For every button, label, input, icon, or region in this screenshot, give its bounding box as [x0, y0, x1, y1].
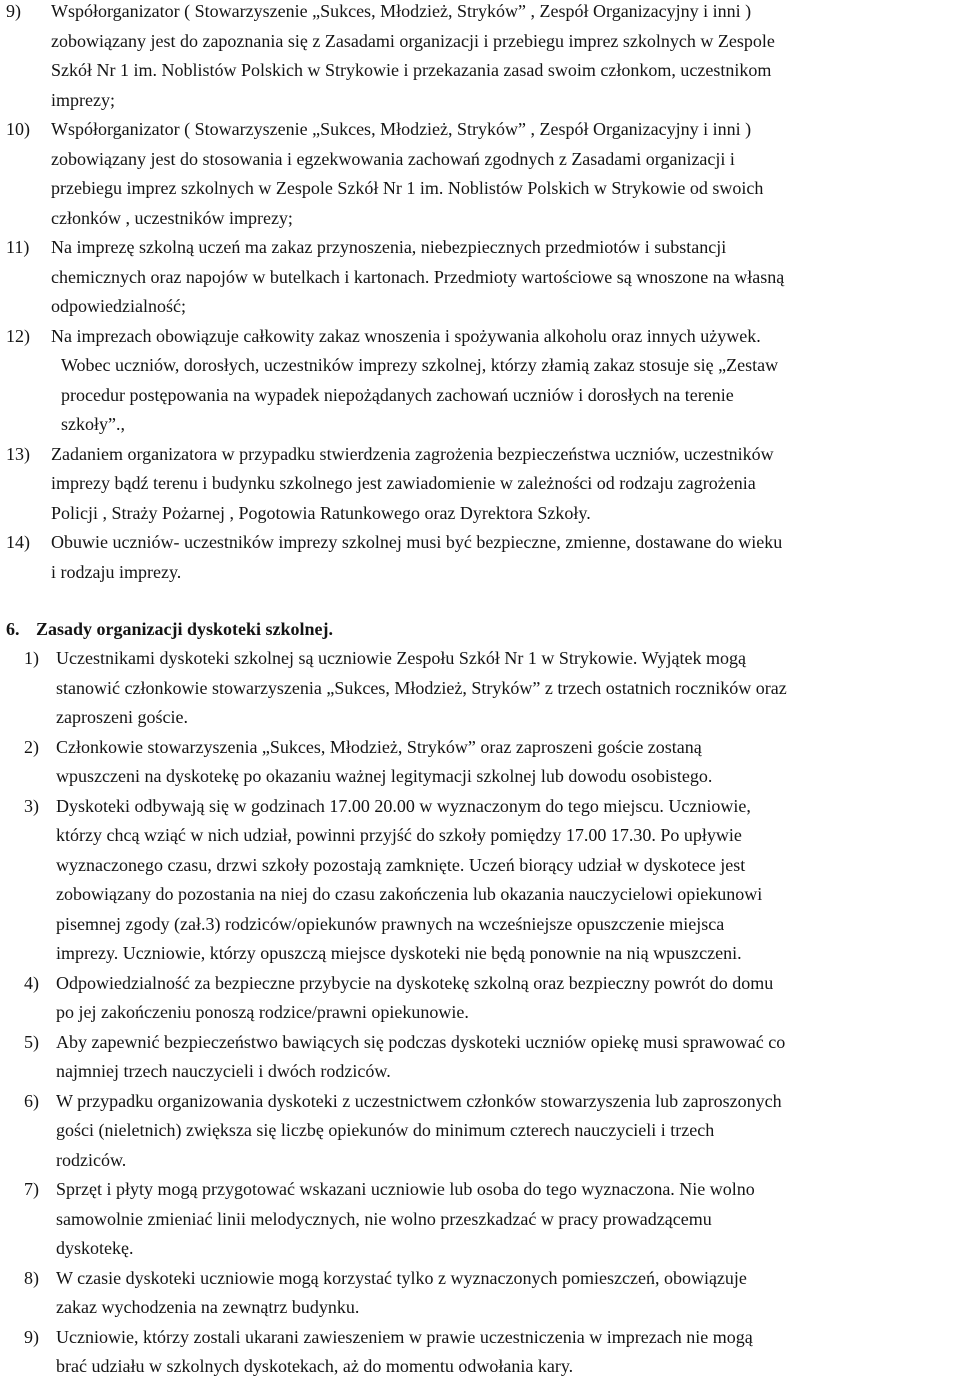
item-line: rodziców.	[56, 1149, 127, 1170]
list-item	[6, 0, 956, 115]
item-line: i rodzaju imprezy.	[51, 561, 182, 582]
item-line: Na imprezach obowiązuje całkowity zakaz wnoszenia i spożywania alkoholu oraz innych używek.	[51, 325, 761, 346]
section-heading	[6, 615, 333, 645]
item-line: zobowiązany jest do zapoznania się z Zasadami organizacji i przebiegu imprez szkolnych w Zespole	[51, 30, 775, 51]
item-number: 11)	[6, 237, 30, 257]
item-line: zakaz wychodzenia na zewnątrz budynku.	[56, 1297, 360, 1317]
item-number: 1)	[24, 648, 39, 668]
item-line: przebiegu imprez szkolnych w Zespole Szkół Nr 1 im. Noblistów Polskich w Strykowie od swoich	[51, 178, 764, 198]
item-line: zobowiązany do pozostania na niej do czasu zakończenia lub okazania nauczycielowi opiekunowi	[56, 884, 763, 904]
item-line: odpowiedzialność;	[51, 296, 186, 316]
list-item	[0, 1323, 960, 1382]
item-number: 7)	[24, 1179, 39, 1199]
list-item	[0, 1087, 960, 1176]
item-line: Współorganizator ( Stowarzyszenie „Sukces, Młodzież, Stryków” , Zespół Organizacyjny i inni )	[51, 1, 752, 21]
item-number: 4)	[24, 972, 39, 993]
item-line: Uczestnikami dyskoteki szkolnej są uczniowie Zespołu Szkół Nr 1 w Strykowie. Wyjątek mogą	[56, 648, 746, 668]
item-number: 2)	[24, 736, 39, 757]
item-number: 3)	[24, 795, 39, 816]
item-line: wyznaczonego czasu, drzwi szkoły pozostają zamknięte. Uczeń biorący udział w dyskotece jest	[56, 854, 746, 875]
item-number: 10)	[6, 119, 30, 139]
list-item	[0, 644, 960, 733]
item-number: 13)	[6, 443, 30, 464]
list-item	[0, 1175, 960, 1264]
item-line: Policji , Straży Pożarnej , Pogotowia Ratunkowego oraz Dyrektora Szkoły.	[51, 502, 591, 523]
item-line: W przypadku organizowania dyskoteki z uczestnictwem członków stowarzyszenia lub zaproszonych	[56, 1090, 782, 1111]
item-line: pisemnej zgody (zał.3) rodziców/opiekunów prawnych na wcześniejsze opuszczenie miejsca	[56, 913, 725, 934]
list-item	[6, 440, 956, 529]
item-line: Odpowiedzialność za bezpieczne przybycie na dyskotekę szkolną oraz bezpieczny powrót do domu	[56, 972, 774, 993]
item-number: 6)	[24, 1090, 39, 1111]
item-line: Członkowie stowarzyszenia „Sukces, Młodzież, Stryków” oraz zaproszeni goście zostaną	[56, 736, 702, 757]
item-line: Uczniowie, którzy zostali ukarani zawieszeniem w prawie uczestniczenia w imprezach nie mogą	[56, 1326, 753, 1347]
rules-list-section6	[0, 644, 960, 1382]
item-line: W czasie dyskoteki uczniowie mogą korzystać tylko z wyznaczonych pomieszczeń, obowiązuje	[56, 1267, 747, 1288]
list-item	[0, 1264, 960, 1323]
item-line: członków , uczestników imprezy;	[51, 207, 293, 228]
item-line: szkoły”.,	[61, 414, 125, 434]
item-number: 9)	[6, 1, 21, 21]
item-line: Sprzęt i płyty mogą przygotować wskazani uczniowie lub osoba do tego wyznaczona. Nie wolno	[56, 1179, 755, 1199]
section-title: Zasady organizacji dyskoteki szkolnej.	[36, 619, 334, 639]
item-line: którzy chcą wziąć w nich udział, powinni przyjść do szkoły pomiędzy 17.00 17.30. Po upływie	[56, 825, 742, 845]
item-line: imprezy bądź terenu i budynku szkolnego jest zawiadomienie w zależności od rodzaju zagrożenia	[51, 473, 756, 493]
item-line: chemicznych oraz napojów w butelkach i kartonach. Przedmioty wartościowe są wnoszone na własną	[51, 266, 785, 287]
list-item	[6, 322, 956, 440]
item-line: Obuwie uczniów- uczestników imprezy szkolnej musi być bezpieczne, zmienne, dostawane do wieku	[51, 532, 783, 552]
list-item	[0, 969, 960, 1028]
item-line: samowolnie zmieniać linii melodycznych, nie wolno przeszkadzać w pracy prowadzącemu	[56, 1208, 712, 1229]
item-line: najmniej trzech nauczycieli i dwóch rodziców.	[56, 1061, 391, 1081]
item-line: Zadaniem organizatora w przypadku stwierdzenia zagrożenia bezpieczeństwa uczniów, uczestników	[51, 443, 774, 464]
list-item	[0, 792, 960, 969]
item-line: zobowiązany jest do stosowania i egzekwowania zachowań zgodnych z Zasadami organizacji i	[51, 148, 735, 169]
rules-list-top	[6, 0, 956, 587]
item-line: procedur postępowania na wypadek niepożądanych zachowań uczniów i dorosłych na terenie	[61, 384, 734, 405]
item-line: Na imprezę szkolną uczeń ma zakaz przynoszenia, niebezpiecznych przedmiotów i substancji	[51, 237, 727, 257]
item-line: imprezy. Uczniowie, którzy opuszczą miejsce dyskoteki nie będą ponownie na nią wpuszczeni.	[56, 943, 742, 963]
list-item	[0, 1028, 960, 1087]
item-line: po jej zakończeniu ponoszą rodzice/prawni opiekunowie.	[56, 1002, 469, 1022]
item-number: 14)	[6, 532, 30, 552]
item-line: wpuszczeni na dyskotekę po okazaniu ważnej legitymacji szkolnej lub dowodu osobistego.	[56, 766, 713, 786]
item-line: Aby zapewnić bezpieczeństwo bawiących się podczas dyskoteki uczniów opiekę musi sprawować co	[56, 1031, 786, 1052]
item-line: Współorganizator ( Stowarzyszenie „Sukces, Młodzież, Stryków” , Zespół Organizacyjny i inni )	[51, 119, 752, 139]
item-line: gości (nieletnich) zwiększa się liczbę opiekunów do minimum czterech nauczycieli i trzech	[56, 1120, 715, 1140]
item-line: stanowić członkowie stowarzyszenia „Sukces, Młodzież, Stryków” z trzech ostatnich roczników oraz	[56, 677, 787, 698]
item-number: 9)	[24, 1326, 39, 1347]
section-number: 6.	[6, 619, 20, 639]
item-line: brać udziału w szkolnych dyskotekach, aż do momentu odwołania kary.	[56, 1356, 574, 1376]
item-line: zaproszeni goście.	[56, 707, 188, 727]
list-item	[6, 115, 956, 233]
item-line: imprezy;	[51, 89, 115, 110]
item-number: 8)	[24, 1267, 39, 1288]
item-line: Szkół Nr 1 im. Noblistów Polskich w Strykowie i przekazania zasad swoim członkom, uczestnikom	[51, 60, 772, 80]
list-item	[0, 733, 960, 792]
item-line: Wobec uczniów, dorosłych, uczestników imprezy szkolnej, którzy złamią zakaz stosuje się „Zestaw	[61, 355, 779, 375]
item-number: 5)	[24, 1031, 39, 1052]
list-item	[6, 528, 956, 587]
list-item	[6, 233, 956, 322]
item-line: dyskotekę.	[56, 1238, 134, 1258]
item-line: Dyskoteki odbywają się w godzinach 17.00 20.00 w wyznaczonym do tego miejscu. Uczniowie,	[56, 795, 751, 816]
item-number: 12)	[6, 325, 30, 346]
item-subparagraph	[11, 351, 956, 440]
